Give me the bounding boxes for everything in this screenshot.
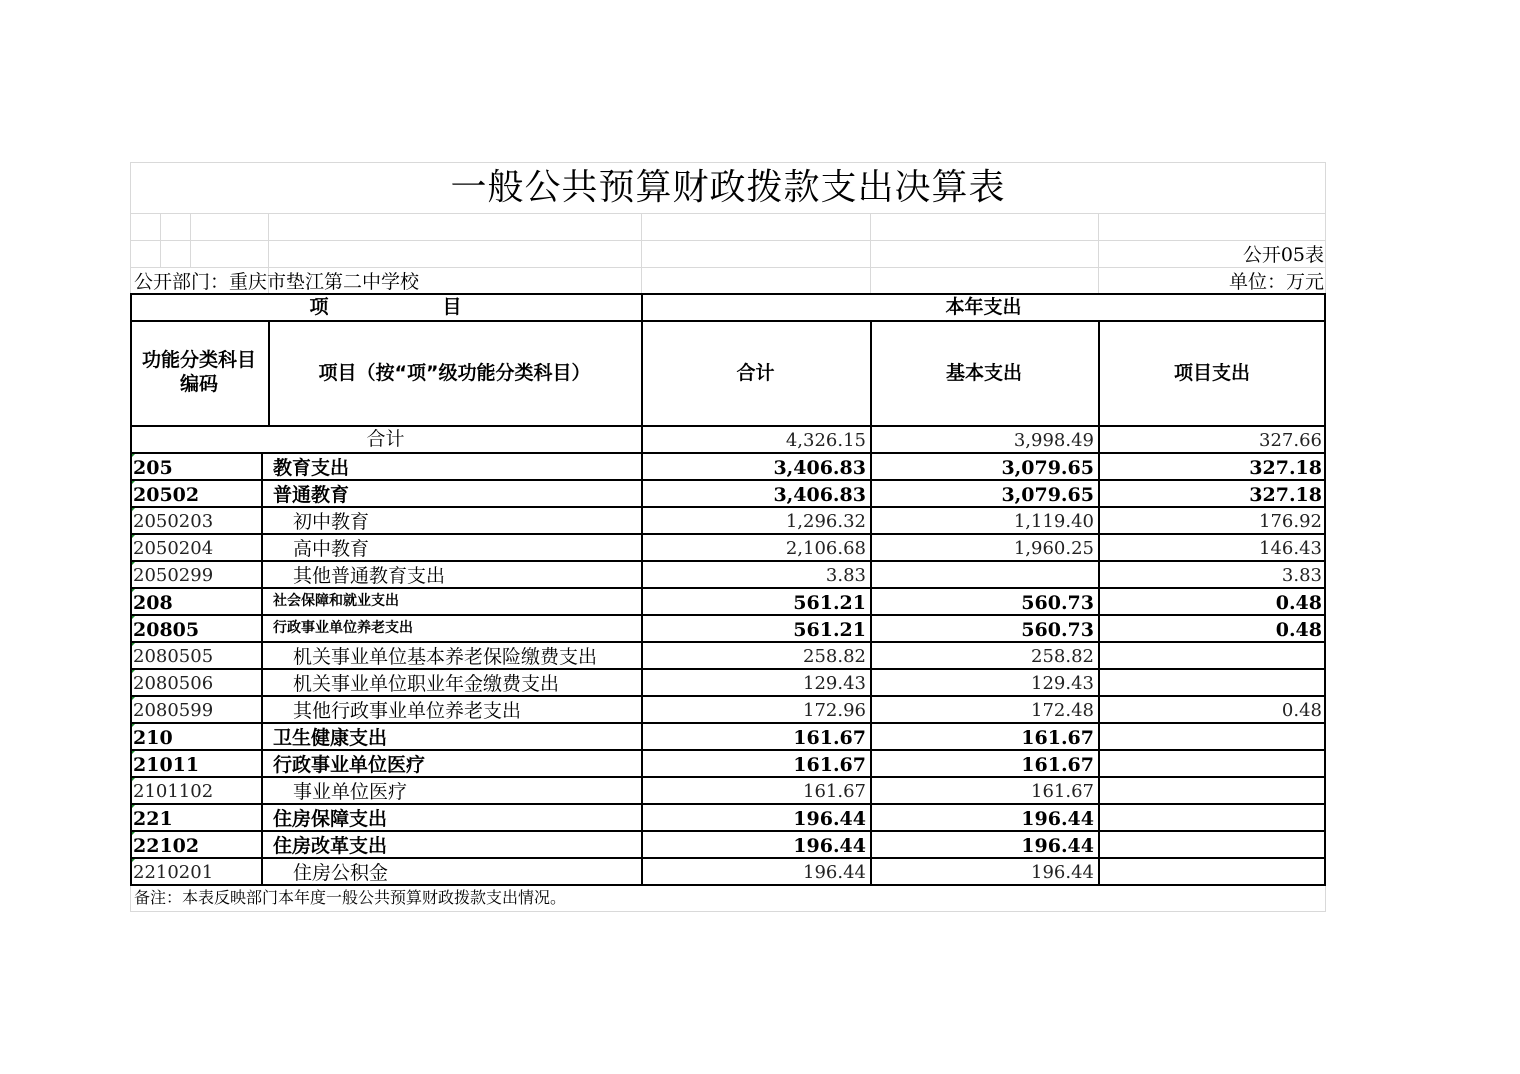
row-name: 机关事业单位职业年金缴费支出 <box>293 673 560 695</box>
row-project <box>1098 669 1326 696</box>
row-code: 2080505 <box>130 642 268 669</box>
row-code: 2210201 <box>130 858 268 885</box>
row-basic: 196.44 <box>1021 808 1094 830</box>
row-project: 3.83 <box>1281 565 1322 586</box>
unit-label: 单位：万元 <box>1228 271 1324 293</box>
row-basic: 172.48 <box>1031 700 1094 721</box>
row-name: 高中教育 <box>293 538 370 560</box>
row-project <box>1098 642 1326 669</box>
row-total: 3.83 <box>825 565 866 586</box>
row-project <box>1098 858 1326 885</box>
row-project: 327.18 <box>1249 457 1322 479</box>
row-project <box>1098 777 1326 804</box>
row-name: 初中教育 <box>293 511 370 533</box>
border-line <box>130 293 132 886</box>
row-name: 住房保障支出 <box>273 808 388 830</box>
row-basic: 161.67 <box>1021 727 1094 749</box>
row-code: 2080506 <box>130 669 268 696</box>
row-basic: 161.67 <box>1021 754 1094 776</box>
row-name: 卫生健康支出 <box>273 727 388 749</box>
header-project: 项 目 <box>309 296 462 318</box>
row-basic: 1,960.25 <box>1013 538 1094 559</box>
header-basic: 基本支出 <box>945 362 1022 384</box>
row-total: 196.44 <box>793 835 866 857</box>
border-line <box>130 803 1326 805</box>
row-total: 129.43 <box>803 673 866 694</box>
row-total: 2,106.68 <box>785 538 866 559</box>
budget-sheet <box>130 162 1326 912</box>
row-code: 2050299 <box>130 561 268 588</box>
border-line <box>130 587 1326 589</box>
row-total: 561.21 <box>793 619 866 641</box>
row-basic: 129.43 <box>1031 673 1094 694</box>
row-name: 事业单位医疗 <box>293 781 408 803</box>
row-total: 161.67 <box>793 754 866 776</box>
row-total: 258.82 <box>803 646 866 667</box>
border-line <box>268 320 270 426</box>
row-total: 172.96 <box>803 700 866 721</box>
total-row-label: 合计 <box>366 428 405 450</box>
footnote: 备注：本表反映部门本年度一般公共预算财政拨款支出情况。 <box>134 888 567 907</box>
row-basic: 3,079.65 <box>1001 457 1094 479</box>
row-name: 机关事业单位基本养老保险缴费支出 <box>293 646 598 668</box>
row-total: 3,406.83 <box>773 484 866 506</box>
table-number: 公开05表 <box>1242 244 1324 266</box>
border-line <box>130 320 1326 322</box>
row-code: 221 <box>130 804 268 831</box>
row-total: 196.44 <box>793 808 866 830</box>
border-line <box>130 614 1326 616</box>
border-line <box>130 560 1326 562</box>
row-basic: 560.73 <box>1021 619 1094 641</box>
border-line <box>130 425 1326 427</box>
row-total: 3,406.83 <box>773 457 866 479</box>
row-code: 2050204 <box>130 534 268 561</box>
row-total: 1,296.32 <box>785 511 866 532</box>
row-code: 208 <box>130 588 268 615</box>
border-line <box>130 452 1326 454</box>
row-code: 205 <box>130 453 268 480</box>
border-line <box>130 668 1326 670</box>
row-basic <box>870 561 1098 588</box>
border-line <box>261 452 263 886</box>
border-line <box>130 533 1326 535</box>
border-line <box>641 293 643 886</box>
page-title: 一般公共预算财政拨款支出决算表 <box>450 167 1006 208</box>
row-project: 0.48 <box>1281 700 1322 721</box>
row-project: 0.48 <box>1275 592 1322 614</box>
row-basic: 161.67 <box>1031 781 1094 802</box>
total-row-project: 327.66 <box>1259 430 1322 451</box>
border-line <box>130 749 1326 751</box>
border-line <box>130 641 1326 643</box>
border-line <box>130 776 1326 778</box>
row-name: 社会保障和就业支出 <box>273 593 399 609</box>
border-line <box>130 506 1326 508</box>
row-code: 2080599 <box>130 696 268 723</box>
row-name: 行政事业单位医疗 <box>273 754 426 776</box>
row-name: 行政事业单位养老支出 <box>273 620 413 636</box>
border-line <box>130 830 1326 832</box>
header-total: 合计 <box>736 362 775 384</box>
border-line <box>130 884 1326 886</box>
header-item: 项目（按“项”级功能分类科目） <box>318 362 591 384</box>
row-project <box>1098 723 1326 750</box>
header-code: 功能分类科目编码 <box>141 349 256 395</box>
total-row-total: 4,326.15 <box>785 430 866 451</box>
row-name: 其他行政事业单位养老支出 <box>293 700 522 722</box>
border-line <box>130 722 1326 724</box>
row-name: 教育支出 <box>273 457 350 479</box>
row-total: 561.21 <box>793 592 866 614</box>
border-line <box>130 479 1326 481</box>
row-project <box>1098 831 1326 858</box>
border-line <box>130 293 1326 295</box>
border-line <box>130 695 1326 697</box>
row-project: 176.92 <box>1259 511 1322 532</box>
header-this-year: 本年支出 <box>945 296 1022 318</box>
border-line <box>870 320 872 886</box>
row-code: 22102 <box>130 831 268 858</box>
row-project <box>1098 804 1326 831</box>
row-code: 20805 <box>130 615 268 642</box>
department-label: 公开部门：重庆市垫江第二中学校 <box>134 271 420 293</box>
total-row-basic: 3,998.49 <box>1013 430 1094 451</box>
row-basic: 196.44 <box>1031 862 1094 883</box>
row-project <box>1098 750 1326 777</box>
row-project: 146.43 <box>1259 538 1322 559</box>
border-line <box>1098 320 1100 886</box>
row-basic: 196.44 <box>1021 835 1094 857</box>
row-basic: 3,079.65 <box>1001 484 1094 506</box>
row-code: 2101102 <box>130 777 268 804</box>
row-code: 2050203 <box>130 507 268 534</box>
row-code: 21011 <box>130 750 268 777</box>
row-name: 住房公积金 <box>293 862 389 884</box>
row-total: 196.44 <box>803 862 866 883</box>
row-total: 161.67 <box>803 781 866 802</box>
row-name: 普通教育 <box>273 484 350 506</box>
row-project: 0.48 <box>1275 619 1322 641</box>
row-basic: 1,119.40 <box>1013 511 1094 532</box>
row-basic: 560.73 <box>1021 592 1094 614</box>
row-basic: 258.82 <box>1031 646 1094 667</box>
header-project-expense: 项目支出 <box>1173 362 1250 384</box>
row-code: 20502 <box>130 480 268 507</box>
row-code: 210 <box>130 723 268 750</box>
row-name: 住房改革支出 <box>273 835 388 857</box>
row-name: 其他普通教育支出 <box>293 565 446 587</box>
row-project: 327.18 <box>1249 484 1322 506</box>
border-line <box>1324 293 1326 886</box>
border-line <box>130 857 1326 859</box>
row-total: 161.67 <box>793 727 866 749</box>
